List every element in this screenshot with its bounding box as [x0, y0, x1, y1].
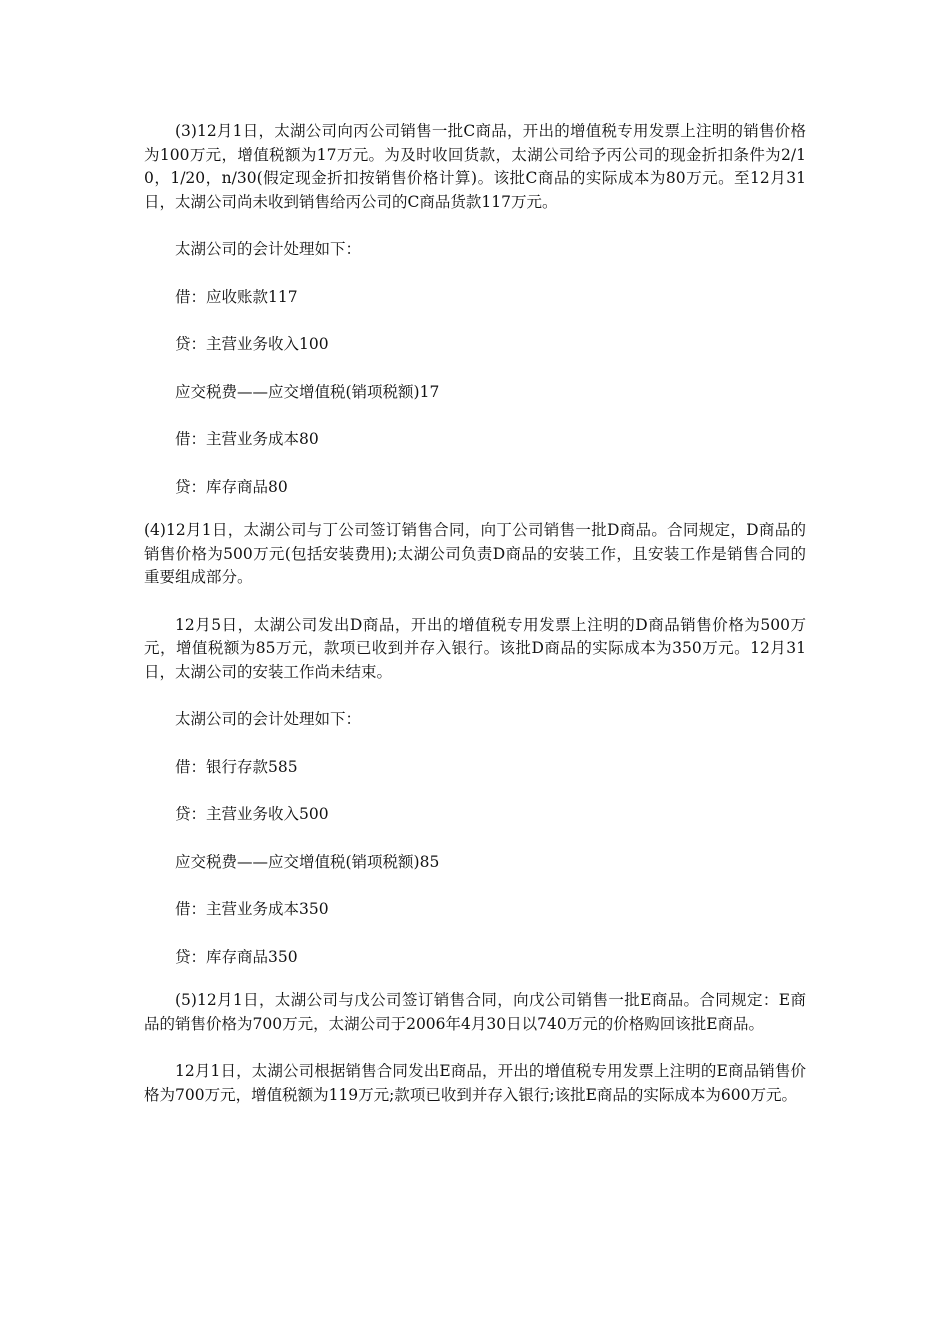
- accounting-heading: 太湖公司的会计处理如下：: [175, 240, 362, 258]
- journal-entry-debit: 借：主营业务成本350: [175, 900, 329, 918]
- journal-entry-credit: 贷：主营业务收入100: [175, 335, 329, 353]
- paragraph-item-5-intro: (5)12月1日，太湖公司与戊公司签订销售合同，向戊公司销售一批E商品。合同规定：E商品的销售价格为700万元，太湖公司于2006年4月30日以740万元的价格购回该批E商品。: [144, 991, 806, 1033]
- journal-entry-credit: 贷：库存商品80: [175, 477, 288, 496]
- journal-entry-debit: 借：应收账款117: [175, 287, 298, 306]
- paragraph-item-3-intro: (3)12月1日，太湖公司向丙公司销售一批C商品，开出的增值税专用发票上注明的销售价格为100万元，增值税额为17万元。为及时收回货款，太湖公司给予丙公司的现金折扣条件为2/10，1/20，n/30(假定现金折扣按销售价格计算)。该批C商品的实际成本为80万元。至12月31日，太湖公司尚未收到销售给丙公司的C商品货款117万元。: [144, 122, 806, 211]
- journal-entry-credit: 应交税费——应交增值税(销项税额)85: [175, 852, 440, 871]
- document-page: [144, 120, 806, 1107]
- paragraph-item-4-detail: 12月5日，太湖公司发出D商品，开出的增值税专用发票上注明的D商品销售价格为500万元，增值税额为85万元，款项已收到并存入银行。该批D商品的实际成本为350万元。12月31日，太湖公司的安装工作尚未结束。: [144, 615, 806, 681]
- paragraph-item-5-detail: 12月1日，太湖公司根据销售合同发出E商品，开出的增值税专用发票上注明的E商品销售价格为700万元，增值税额为119万元;款项已收到并存入银行;该批E商品的实际成本为600万元。: [144, 1062, 806, 1104]
- journal-entry-debit: 借：主营业务成本80: [175, 430, 319, 448]
- journal-entry-credit: 应交税费——应交增值税(销项税额)17: [175, 382, 440, 401]
- accounting-heading: 太湖公司的会计处理如下：: [175, 710, 362, 728]
- journal-entry-debit: 借：银行存款585: [175, 757, 298, 776]
- paragraph-item-4-intro: (4)12月1日，太湖公司与丁公司签订销售合同，向丁公司销售一批D商品。合同规定，D商品的销售价格为500万元(包括安装费用);太湖公司负责D商品的安装工作，且安装工作是销售合同的重要组成部分。: [144, 521, 806, 586]
- journal-entry-credit: 贷：库存商品350: [175, 947, 298, 966]
- journal-entry-credit: 贷：主营业务收入500: [175, 805, 329, 823]
